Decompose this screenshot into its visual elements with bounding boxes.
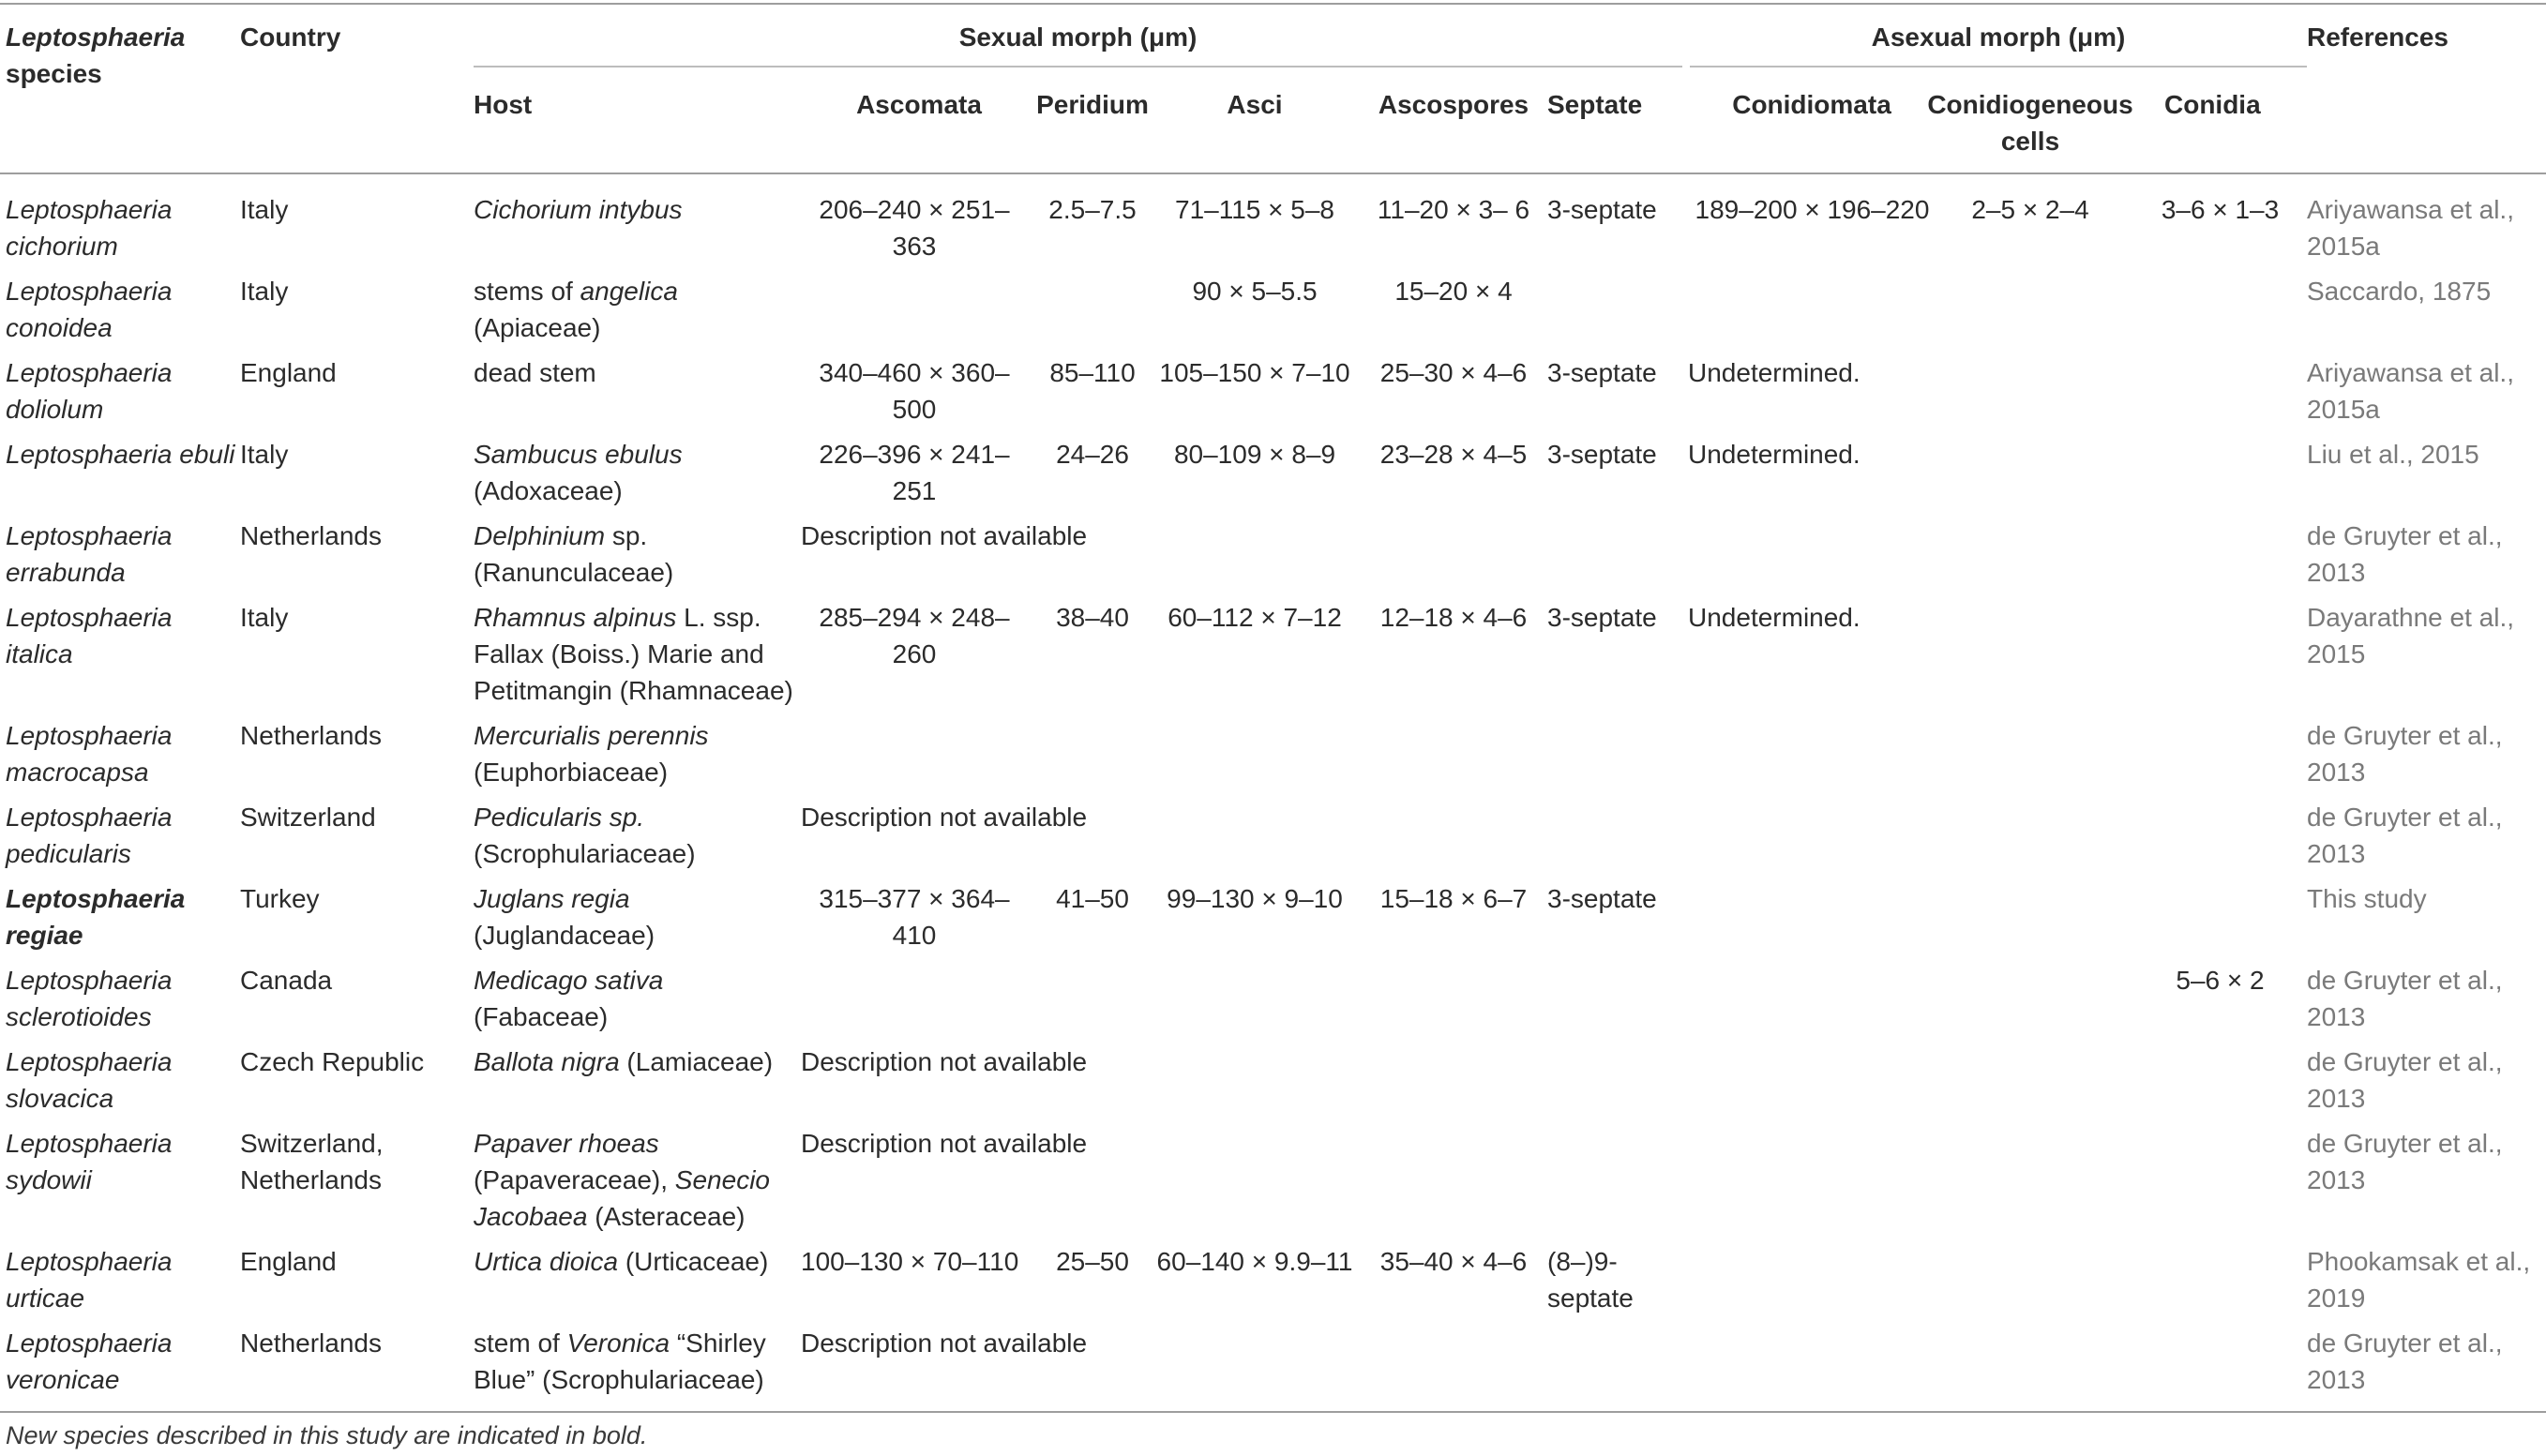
conidiomata-cell: Undetermined. xyxy=(1688,358,1861,387)
septate-cell: (8–)9- xyxy=(1547,1247,1618,1276)
ref-cell: Phookamsak et al., xyxy=(2307,1247,2531,1276)
host-cell: Ballota nigra (Lamiaceae) xyxy=(474,1047,774,1076)
ascomata-cell: 315–377 × 364– xyxy=(819,884,1010,913)
ascomata-cell: 100–130 × 70–110 xyxy=(801,1247,1019,1276)
ref-cell: de Gruyter et al., xyxy=(2307,1328,2503,1358)
ref-cell: 2015a xyxy=(2307,232,2380,261)
ascospores-cell: 25–30 × 4–6 xyxy=(1379,358,1528,387)
ascospores-cell: 23–28 × 4–5 xyxy=(1379,440,1528,469)
ascomata-cell: 206–240 × 251– xyxy=(819,195,1010,224)
country-cell: Turkey xyxy=(240,884,320,913)
ref-cell: de Gruyter et al., xyxy=(2307,803,2503,832)
species-cell: conoidea xyxy=(6,313,113,342)
header-peridium: Peridium xyxy=(1036,90,1149,119)
host-cell: Petitmangin (Rhamnaceae) xyxy=(474,676,793,705)
septate-cell: 3-septate xyxy=(1547,440,1657,469)
ref-cell: Saccardo, 1875 xyxy=(2307,277,2492,306)
ref-cell: 2013 xyxy=(2307,1002,2366,1031)
ref-cell: 2019 xyxy=(2307,1283,2366,1313)
ascomata-cell: Description not available xyxy=(801,1047,1088,1076)
host-cell: Pedicularis sp. xyxy=(474,803,645,832)
ascospores-cell: 35–40 × 4–6 xyxy=(1379,1247,1528,1276)
asci-cell: 71–115 × 5–8 xyxy=(1175,195,1334,224)
host-cell: Papaver rhoeas xyxy=(474,1129,659,1158)
header-asexual-morph: Asexual morph (μm) xyxy=(1871,23,2126,52)
septate-cell: 3-septate xyxy=(1547,195,1657,224)
country-cell: Netherlands xyxy=(240,1328,382,1358)
species-cell: Leptosphaeria xyxy=(6,1247,173,1276)
species-cell: Leptosphaeria xyxy=(6,358,173,387)
host-cell: Jacobaea (Asteraceae) xyxy=(474,1202,746,1231)
ref-cell: de Gruyter et al., xyxy=(2307,1129,2503,1158)
ref-cell: This study xyxy=(2307,884,2427,913)
species-cell: sclerotioides xyxy=(6,1002,152,1031)
country-cell: Italy xyxy=(240,195,289,224)
table-footnote: New species described in this study are indicated in bold. xyxy=(6,1421,648,1449)
sexual-group-rule xyxy=(474,66,1682,68)
host-cell: stems of angelica xyxy=(474,277,678,306)
species-cell: slovacica xyxy=(6,1084,114,1113)
header-ascospores: Ascospores xyxy=(1378,90,1529,119)
ascospores-cell: 15–18 × 6–7 xyxy=(1379,884,1528,913)
species-cell: doliolum xyxy=(6,395,104,424)
asci-cell: 90 × 5–5.5 xyxy=(1192,277,1318,306)
species-cell: Leptosphaeria xyxy=(6,803,173,832)
septate-cell: septate xyxy=(1547,1283,1634,1313)
country-cell: England xyxy=(240,1247,337,1276)
species-cell: Leptosphaeria xyxy=(6,721,173,750)
ref-cell: 2013 xyxy=(2307,1165,2366,1194)
ref-cell: Ariyawansa et al., xyxy=(2307,358,2514,387)
ascomata-cell: 340–460 × 360– xyxy=(819,358,1010,387)
country-cell: England xyxy=(240,358,337,387)
header-host: Host xyxy=(474,90,533,119)
septate-cell: 3-septate xyxy=(1547,603,1657,632)
septate-cell: 3-septate xyxy=(1547,358,1657,387)
country-cell: Czech Republic xyxy=(240,1047,425,1076)
ascospores-cell: 12–18 × 4–6 xyxy=(1379,603,1528,632)
header-species-italic: Leptosphaeria xyxy=(6,23,186,52)
header-sexual-morph: Sexual morph (μm) xyxy=(958,23,1198,52)
species-cell: Leptosphaeria xyxy=(6,1328,173,1358)
ref-cell: de Gruyter et al., xyxy=(2307,1047,2503,1076)
species-cell: veronicae xyxy=(6,1365,120,1394)
ref-cell: 2013 xyxy=(2307,758,2366,787)
peridium-cell: 24–26 xyxy=(1056,440,1129,469)
conidia-cell: 5–6 × 2 xyxy=(2176,966,2265,995)
asexual-group-rule xyxy=(1690,66,2307,68)
ascomata-cell: 500 xyxy=(892,395,937,424)
host-cell: (Scrophulariaceae) xyxy=(474,839,696,868)
species-cell: urticae xyxy=(6,1283,85,1313)
header-rule xyxy=(0,173,2546,174)
bottom-rule xyxy=(0,1411,2546,1413)
ascomata-cell: 226–396 × 241– xyxy=(819,440,1010,469)
header-septate: Septate xyxy=(1547,90,1643,119)
host-cell: Urtica dioica (Urticaceae) xyxy=(474,1247,769,1276)
host-cell: dead stem xyxy=(474,358,596,387)
country-cell: Netherlands xyxy=(240,521,382,550)
peridium-cell: 85–110 xyxy=(1049,358,1136,387)
host-cell: (Apiaceae) xyxy=(474,313,601,342)
ref-cell: 2013 xyxy=(2307,1365,2366,1394)
ref-cell: Dayarathne et al., xyxy=(2307,603,2515,632)
ascomata-cell: Description not available xyxy=(801,1328,1088,1358)
host-cell: (Adoxaceae) xyxy=(474,476,623,505)
header-conidiogenous-line2: cells xyxy=(2000,127,2060,156)
species-cell: cichorium xyxy=(6,232,118,261)
ref-cell: 2015 xyxy=(2307,639,2366,668)
species-cell: Leptosphaeria xyxy=(6,884,186,913)
species-cell: Leptosphaeria xyxy=(6,1129,173,1158)
country-cell: Canada xyxy=(240,966,333,995)
species-cell: sydowii xyxy=(6,1165,92,1194)
header-references: References xyxy=(2307,23,2448,52)
ascomata-cell: Description not available xyxy=(801,803,1088,832)
country-cell: Italy xyxy=(240,277,289,306)
header-ascomata: Ascomata xyxy=(856,90,982,119)
country-cell: Netherlands xyxy=(240,721,382,750)
header-conidiogenous-line1: Conidiogeneous xyxy=(1927,90,2133,119)
host-cell: (Euphorbiaceae) xyxy=(474,758,669,787)
header-conidiomata: Conidiomata xyxy=(1732,90,1891,119)
species-cell: errabunda xyxy=(6,558,126,587)
asci-cell: 80–109 × 8–9 xyxy=(1173,440,1336,469)
host-cell: (Papaveraceae), Senecio xyxy=(474,1165,770,1194)
peridium-cell: 41–50 xyxy=(1056,884,1129,913)
header-asci: Asci xyxy=(1227,90,1283,119)
peridium-cell: 38–40 xyxy=(1056,603,1129,632)
host-cell: Cichorium intybus xyxy=(474,195,683,224)
ascomata-cell: 260 xyxy=(892,639,937,668)
header-conidia: Conidia xyxy=(2164,90,2261,119)
ascomata-cell: 285–294 × 248– xyxy=(819,603,1010,632)
header-country: Country xyxy=(240,23,341,52)
ref-cell: Liu et al., 2015 xyxy=(2307,440,2479,469)
ascomata-cell: 410 xyxy=(892,921,937,950)
species-cell: Leptosphaeria ebuli xyxy=(6,440,235,469)
conidiomata-cell: 189–200 × 196–220 xyxy=(1695,195,1930,224)
host-cell: Delphinium sp. xyxy=(474,521,648,550)
peridium-cell: 25–50 xyxy=(1056,1247,1129,1276)
country-cell: Switzerland xyxy=(240,803,376,832)
ref-cell: de Gruyter et al., xyxy=(2307,966,2503,995)
conidia-cell: 3–6 × 1–3 xyxy=(2161,195,2280,224)
host-cell: Mercurialis perennis xyxy=(474,721,709,750)
country-cell: Italy xyxy=(240,440,289,469)
species-cell: pedicularis xyxy=(6,839,131,868)
host-cell: Sambucus ebulus xyxy=(474,440,683,469)
host-cell: (Ranunculaceae) xyxy=(474,558,674,587)
ref-cell: de Gruyter et al., xyxy=(2307,721,2503,750)
species-cell: Leptosphaeria xyxy=(6,521,173,550)
species-cell: Leptosphaeria xyxy=(6,277,173,306)
host-cell: Rhamnus alpinus L. ssp. xyxy=(474,603,761,632)
ref-cell: de Gruyter et al., xyxy=(2307,521,2503,550)
species-cell: Leptosphaeria xyxy=(6,195,173,224)
species-cell: macrocapsa xyxy=(6,758,149,787)
species-cell: Leptosphaeria xyxy=(6,603,173,632)
ascomata-cell: Description not available xyxy=(801,521,1088,550)
host-cell: (Juglandaceae) xyxy=(474,921,655,950)
conidiomata-cell: Undetermined. xyxy=(1688,440,1861,469)
species-cell: italica xyxy=(6,639,73,668)
species-cell: Leptosphaeria xyxy=(6,966,173,995)
peridium-cell: 2.5–7.5 xyxy=(1048,195,1137,224)
septate-cell: 3-septate xyxy=(1547,884,1657,913)
asci-cell: 60–112 × 7–12 xyxy=(1168,603,1342,632)
species-cell: regiae xyxy=(6,921,83,950)
ascomata-cell: 363 xyxy=(892,232,937,261)
country-cell: Italy xyxy=(240,603,289,632)
ascospores-cell: 15–20 × 4 xyxy=(1394,277,1513,306)
ascomata-cell: 251 xyxy=(892,476,937,505)
asci-cell: 60–140 × 9.9–11 xyxy=(1156,1247,1353,1276)
host-cell: Medicago sativa xyxy=(474,966,664,995)
country-cell: Switzerland, xyxy=(240,1129,384,1158)
asci-cell: 105–150 × 7–10 xyxy=(1159,358,1350,387)
top-rule xyxy=(0,3,2546,5)
ascospores-cell: 11–20 × 3– 6 xyxy=(1377,195,1530,224)
ref-cell: 2013 xyxy=(2307,1084,2366,1113)
header-species-word: species xyxy=(6,59,102,88)
host-cell: Juglans regia xyxy=(474,884,630,913)
ref-cell: Ariyawansa et al., xyxy=(2307,195,2514,224)
host-cell: Blue” (Scrophulariaceae) xyxy=(474,1365,764,1394)
ascomata-cell: Description not available xyxy=(801,1129,1088,1158)
country-cell: Netherlands xyxy=(240,1165,382,1194)
conidiogenous-cell: 2–5 × 2–4 xyxy=(1971,195,2089,224)
conidiomata-cell: Undetermined. xyxy=(1688,603,1861,632)
ref-cell: 2015a xyxy=(2307,395,2380,424)
ref-cell: 2013 xyxy=(2307,558,2366,587)
species-cell: Leptosphaeria xyxy=(6,1047,173,1076)
host-cell: (Fabaceae) xyxy=(474,1002,609,1031)
host-cell: stem of Veronica “Shirley xyxy=(474,1328,766,1358)
asci-cell: 99–130 × 9–10 xyxy=(1167,884,1343,913)
host-cell: Fallax (Boiss.) Marie and xyxy=(474,639,764,668)
ref-cell: 2013 xyxy=(2307,839,2366,868)
